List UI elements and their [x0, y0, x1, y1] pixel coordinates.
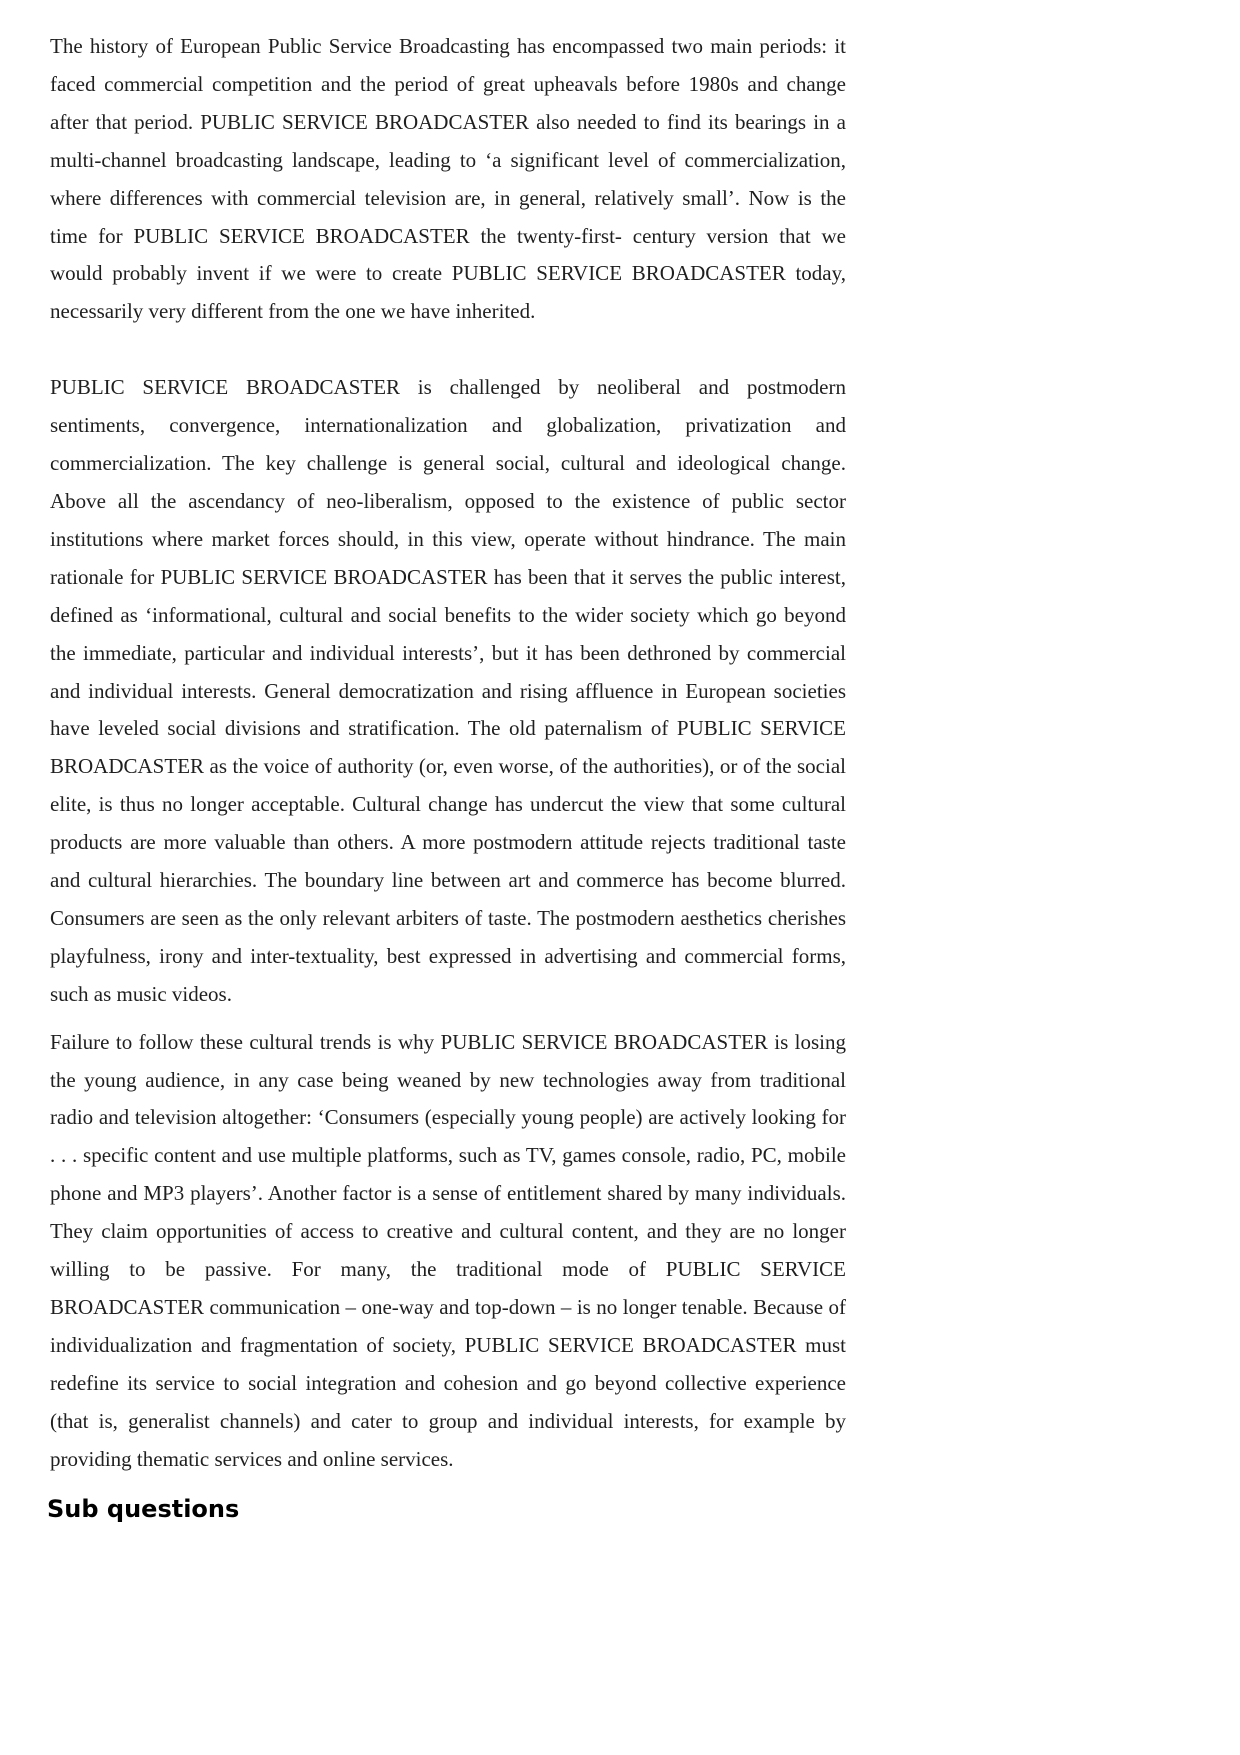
paragraph-challenges: PUBLIC SERVICE BROADCASTER is challenged by neoliberal and postmodern sentiments, convergence, internationalization and globalization, privatization and commercialization. The key challenge is general social, cultural and ideological change. Above all the ascendancy of neo-liberalism, opposed to the existence of public sector institutions where market forces should, in this view, operate without hindrance. The main rationale for PUBLIC SERVICE BROADCASTER has been that it serves the public interest, defined as ‘informational, cultural and social benefits to the wider society which go beyond the immediate, particular and individual interests’, but it has been dethroned by commercial and individual interests. General democratization and rising affluence in European societies have leveled social divisions and stratification. The old paternalism of PUBLIC SERVICE BROADCASTER as the voice of authority (or, even worse, of the authorities), or of the social elite, is thus no longer acceptable. Cultural change has undercut the view that some cultural products are more valuable than others. A more postmodern attitude rejects traditional taste and cultural hierarchies. The boundary line between art and commerce has become blurred. Consumers are seen as the only relevant arbiters of taste. The postmodern aesthetics cherishes playfulness, irony and inter-textuality, best expressed in advertising and commercial forms, such as music videos. [50, 375, 846, 1006]
document-body [47, 28, 846, 1525]
paragraph-cultural-trends: Failure to follow these cultural trends is why PUBLIC SERVICE BROADCASTER is losing the young audience, in any case being weaned by new technologies away from traditional radio and television altogether: ‘Consumers (especially young people) are actively looking for . . . specific content and use multiple platforms, such as TV, games console, radio, PC, mobile phone and MP3 players’. Another factor is a sense of entitlement shared by many individuals. They claim opportunities of access to creative and cultural content, and they are no longer willing to be passive. For many, the traditional mode of PUBLIC SERVICE BROADCASTER communication – one-way and top-down – is no longer tenable. Because of individualization and fragmentation of society, PUBLIC SERVICE BROADCASTER must redefine its service to social integration and cohesion and go beyond collective experience (that is, generalist channels) and cater to group and individual interests, for example by providing thematic services and online services. [50, 1029, 846, 1471]
sub-questions-heading: Sub questions [47, 1494, 240, 1523]
paragraph-history: The history of European Public Service Broadcasting has encompassed two main periods: it faced commercial competition and the period of great upheavals before 1980s and change after that period. PUBLIC SERVICE BROADCASTER also needed to find its bearings in a multi-channel broadcasting landscape, leading to ‘a significant level of commercialization, where differences with commercial television are, in general, relatively small’. Now is the time for PUBLIC SERVICE BROADCASTER the twenty-first- century version that we would probably invent if we were to create PUBLIC SERVICE BROADCASTER today, necessarily very different from the one we have inherited. [50, 34, 846, 324]
